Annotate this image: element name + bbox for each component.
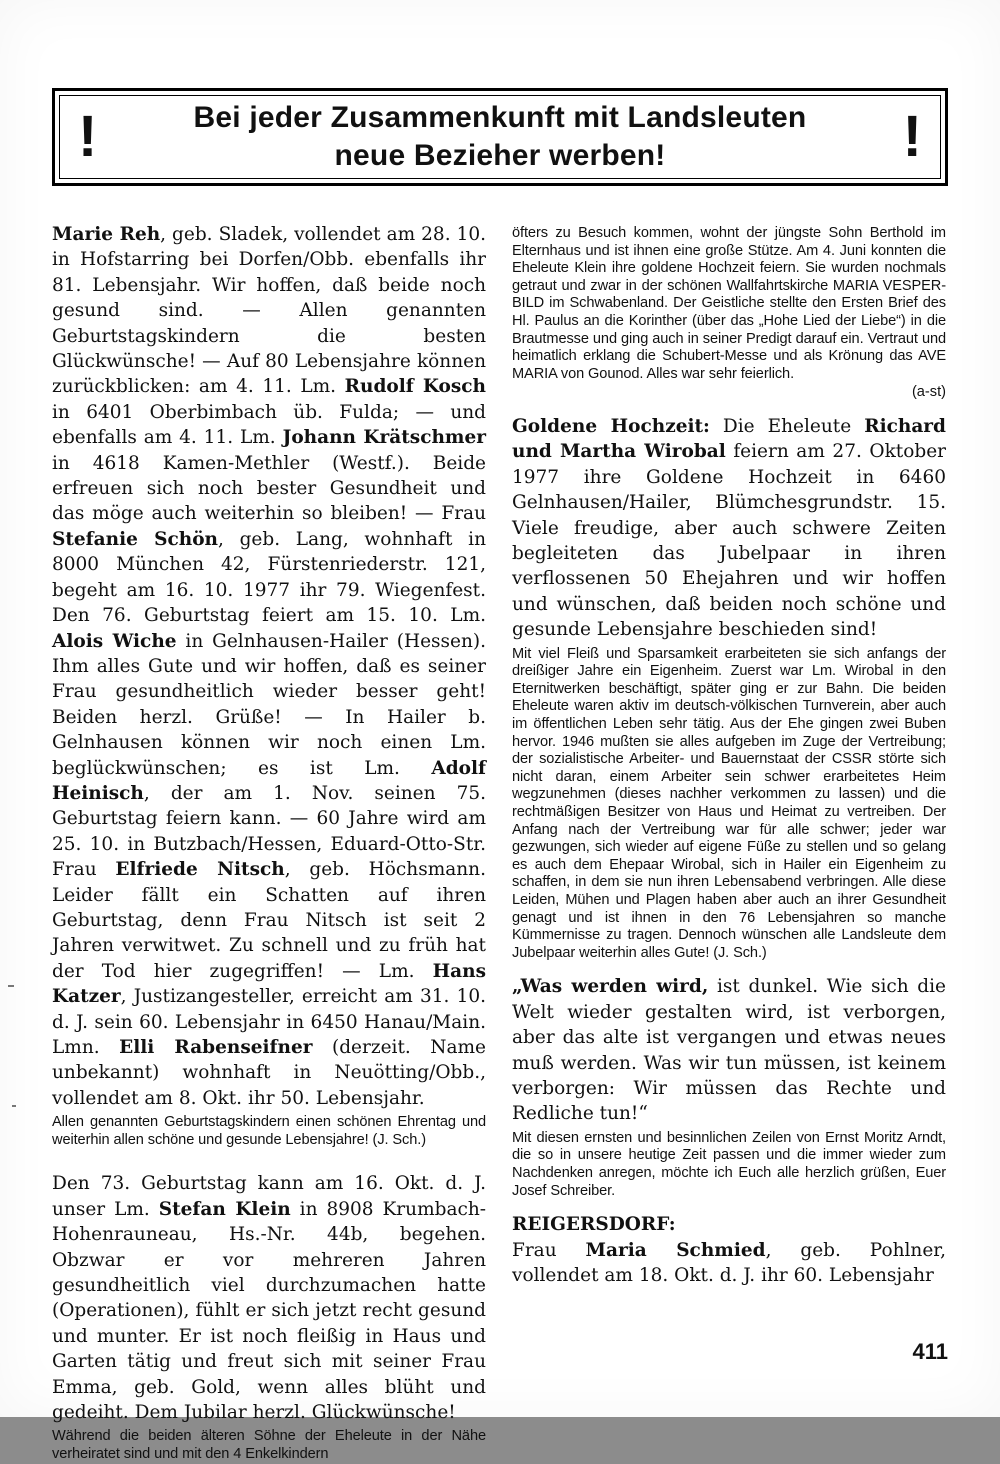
quotation-note: Mit diesen ernsten und besinnlichen Zeilen von Ernst Moritz Arndt, die so in unsere heutige Zeit passen und die immer wieder zum Nachdenken anregen, möchte ich Euch alle herzlich grüßen, Euer Josef Schreiber. bbox=[512, 1129, 946, 1199]
klein-continuation-note: öfters zu Besuch kommen, wohnt der jüngste Sohn Berthold im Elternhaus und ist ihnen eine große Stütze. Am 4. Juni konnten die Eheleute Klein ihre goldene Hochzeit feiern. Sie wurden nochmals getraut und zwar in der schönen Wallfahrtskirche MARIA VESPER-BILD im Schwabenland. Der Geistliche stellte den Ersten Brief des Hl. Paulus an die Korinther (über das „Hohe Lied der Liebe“) in die Brautmesse und ging auch in seiner Predigt darauf ein. Vertraut und heimatlich erklang die Schubert-Messe und als Krönung das AVE MARIA von Gounod. Alles war sehr feierlich. bbox=[512, 225, 946, 382]
golden-wedding-note: Mit viel Fleiß und Sparsamkeit erarbeiteten sie sich anfangs der dreißiger Jahre ein Eigenheim. Zuerst war Lm. Wirobal in den Eternitwerken beschäftigt, später ging er zur Bahn. Die beiden Eheleute waren aktiv im deutsch-völkischen Turnverein, aber auch im öffentlichen Leben sehr tätig. Aus der Ehe gingen zwei Buben hervor. 1946 mußten sie alles aufgeben im Zuge der Vertreibung; der sozialistische Arbeiter- und Bauernstaat der CSSR störte sich nicht daran, einem Arbeiter sein schwer erarbeitetes Heim wegzunehmen (dieses nachher verkommen zu lassen) und die rechtmäßigen Besitzer von Haus und Heimat zu vertreiben. Der Anfang nach der Vertreibung war für alle schwer; jeder war gezwungen, sich wieder auf eigene Füße zu stellen und so gelang es auch dem Ehepaar Wirobal, sich in Hailer ein Eigenheim zu schaffen, in dem sie nun ihren Lebensabend verbringen. Alle diese Leiden, Mühen und Plagen haben aber auch an ihrer Gesundheit genagt und ist ihnen in den 76 Lebensjahren so manche Kümmernisse zu tragen. Dennoch wünschen alle Landsleute dem Jubelpaar weiterhin alles Gute! (J. Sch.) bbox=[512, 645, 946, 961]
stefan-klein-paragraph: Den 73. Geburtstag kann am 16. Okt. d. J. unser Lm. Stefan Klein in 8908 Krumbach-Hohenrauneau, Hs.-Nr. 44b, begehen. Obzwar er vor mehreren Jahren gesundheitlich viel durchzumachen hatte (Operationen), fühlt er sich jetzt recht gesund und munter. Er ist noch fleißig in Haus und Garten tätig und freut sich mit seiner Frau Emma, geb. Gold, wenn alles blüht und gedeiht. Dem Jubilar herzl. Glückwünsche! bbox=[52, 1173, 487, 1424]
exclamation-icon-left: ! bbox=[78, 104, 98, 169]
stefan-klein-note: Während die beiden älteren Söhne der Eheleute in der Nähe verheiratet sind und mit den 4 Enkelkindern bbox=[52, 1428, 486, 1463]
promo-banner-line1: Bei jeder Zusammenkunft mit Landsleuten bbox=[193, 101, 807, 134]
maria-schmied-paragraph: Frau Maria Schmied, geb. Pohlner, vollendet am 18. Okt. d. J. ihr 60. Lebensjahr bbox=[512, 1239, 946, 1286]
golden-wedding-paragraph: Goldene Hochzeit: Die Eheleute Richard und Martha Wirobal feiern am 27. Oktober 1977 ihre Goldene Hochzeit in 6460 Gelnhausen/Hailer, Blümchesgrundstr. 15. Viele freudige, aber auch schwere Zeiten begleiteten das Jubelpaar in ihren verflossenen 50 Ehejahren und wir hoffen und wünschen, daß beiden noch schöne und gesunde Lebensjahre beschieden sind! bbox=[512, 415, 946, 641]
page-number: 411 bbox=[912, 1339, 948, 1364]
page-edge-mark bbox=[8, 985, 14, 987]
promo-banner bbox=[52, 88, 948, 186]
author-signature-ast: (a-st) bbox=[911, 384, 946, 401]
promo-banner-inner bbox=[59, 95, 941, 179]
promo-banner-text bbox=[97, 99, 902, 175]
left-column bbox=[52, 222, 486, 1464]
birthday-notices-paragraph: Marie Reh, geb. Sladek, vollendet am 28. 10. in Hofstarring bei Dorfen/Obb. ebenfalls ihr 81. Lebensjahr. Wir hoffen, daß beide noch gesund sind. — Allen genannten Geburtstagskindern die besten Glückwünsche! — Auf 80 Lebensjahre können zurückblicken: am 4. 11. Lm. Rudolf Kosch in 6401 Oberbimbach üb. Fulda; — und ebenfalls am 4. 11. Lm. Johann Krätschmer in 4618 Kamen-Methler (Westf.). Beide erfreuen sich noch bester Gesundheit und das möge auch weiterhin so bleiben! — Frau Stefanie Schön, geb. Lang, wohnhaft in 8000 München 42, Fürstenriederstr. 121, begeht am 16. 10. 1977 ihr 79. Wiegenfest. Den 76. Geburtstag feiert am 15. 10. Lm. Alois Wiche in Gelnhausen-Hailer (Hessen). Ihm alles Gute und wir hoffen, daß es seiner Frau gesundheitlich wieder besser geht! Beiden herzl. Grüße! — In Hailer b. Gelnhausen können wir noch einen Lm. beglückwünschen; es ist Lm. Adolf Heinisch, der am 1. Nov. seinen 75. Geburtstag feiern kann. — 60 Jahre wird am 25. 10. in Butzbach/Hessen, Eduard-Otto-Str. Frau Elfriede Nitsch, geb. Höchsmann. Leider fällt ein Schatten auf ihren Geburtstag, denn Frau Nitsch ist seit 2 Jahren verwitwet. Zu schnell und zu früh hat der Tod hier zugegriffen! — Lm. Hans Katzer, Justizangesteller, erreicht am 31. 10. d. J. sein 60. Lebensjahr in 6450 Hanau/Main. Lmn. Elli Rabenseifner (derzeit. Name unbekannt) wohnhaft in Neuötting/Obb., vollendet am 8. Okt. ihr 50. Lebensjahr. bbox=[52, 224, 487, 1109]
exclamation-icon-right: ! bbox=[902, 104, 922, 169]
page-edge-mark bbox=[12, 1105, 16, 1107]
promo-banner-line2: neue Bezieher werben! bbox=[334, 139, 666, 172]
quotation-paragraph: „Was werden wird, ist dunkel. Wie sich die Welt wieder gestalten wird, ist verborgen, aber das alte ist vergangen und etwas neues muß werden. Was wir tun müssen, ist keinem verborgen: Wir müssen das Rechte und Redliche tun!“ bbox=[512, 976, 946, 1125]
right-column bbox=[512, 222, 946, 1288]
birthday-wishes-note: Allen genannten Geburtstagskindern einen schönen Ehrentag und weiterhin allen schöne und gesunde Lebensjahre! (J. Sch.) bbox=[52, 1114, 486, 1148]
section-heading-reigersdorf: REIGERSDORF: bbox=[512, 1214, 676, 1236]
